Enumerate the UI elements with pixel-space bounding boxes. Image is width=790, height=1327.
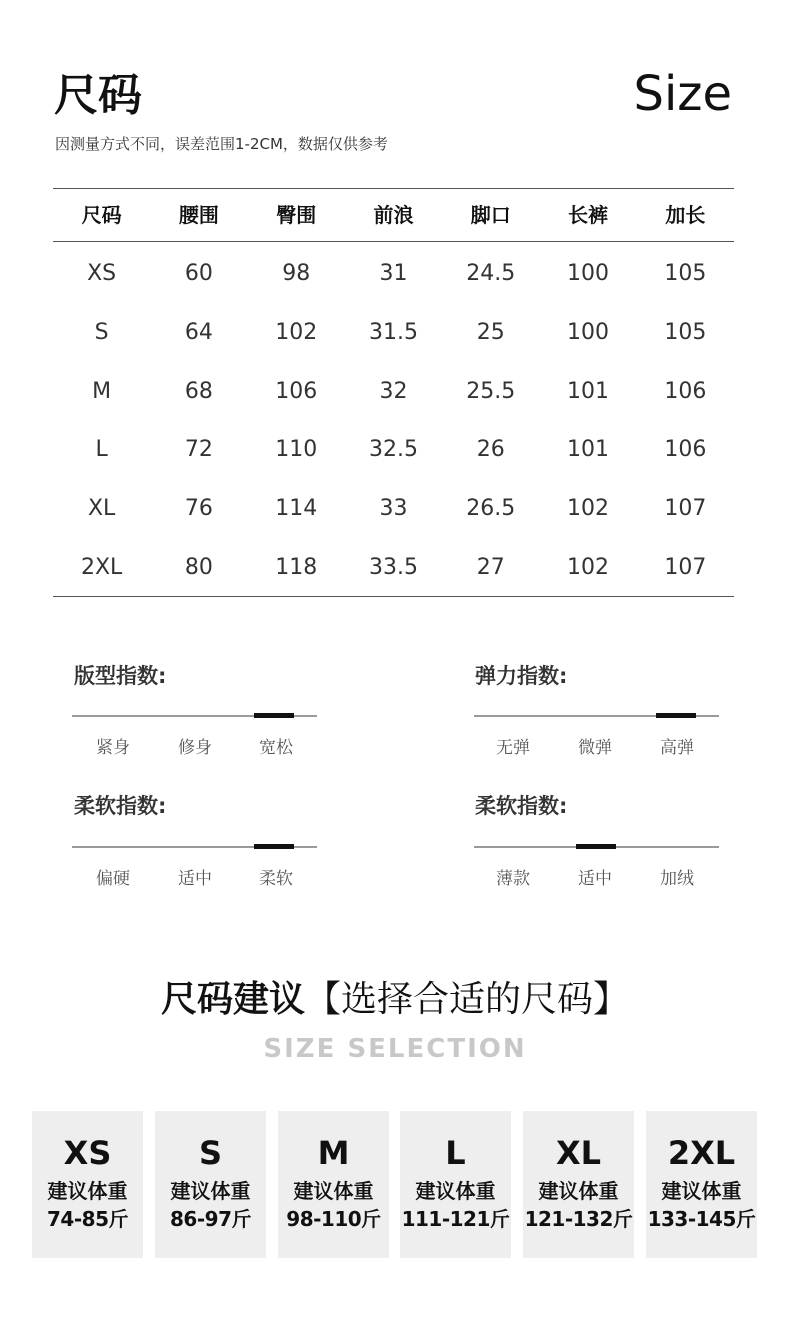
size-card-weight: 74-85斤 bbox=[47, 1207, 128, 1231]
scale-option-label: 高弹 bbox=[660, 738, 694, 758]
size-card-weight: 86-97斤 bbox=[170, 1207, 251, 1231]
table-cell: 26.5 bbox=[466, 496, 516, 521]
table-header-cell: 尺码 bbox=[81, 203, 122, 227]
size-selection-subtitle: SIZE SELECTION bbox=[263, 1034, 527, 1064]
table-cell: XS bbox=[87, 261, 117, 286]
scale-option-label: 无弹 bbox=[496, 738, 530, 758]
size-card-weight: 133-145斤 bbox=[647, 1207, 756, 1231]
size-card-size: S bbox=[198, 1134, 223, 1172]
table-cell: 68 bbox=[184, 379, 213, 404]
size-card-xs bbox=[32, 1111, 143, 1258]
scale-option-label: 紧身 bbox=[96, 738, 130, 758]
table-cell: 33 bbox=[379, 496, 408, 521]
size-card-size: XL bbox=[555, 1134, 602, 1172]
table-cell: 106 bbox=[664, 437, 707, 462]
table-cell: 106 bbox=[275, 379, 318, 404]
table-top-rule bbox=[53, 188, 734, 189]
size-card-size: XS bbox=[63, 1134, 112, 1172]
table-cell: 24.5 bbox=[466, 261, 516, 286]
size-card-weight: 98-110斤 bbox=[286, 1207, 381, 1231]
table-cell: 2XL bbox=[80, 555, 123, 580]
measurement-note: 因测量方式不同，误差范围1-2CM，数据仅供参考 bbox=[55, 135, 388, 153]
size-card-size: 2XL bbox=[667, 1134, 736, 1172]
table-cell: 26 bbox=[476, 437, 505, 462]
size-card-label: 建议体重 bbox=[415, 1179, 496, 1203]
table-cell: 100 bbox=[567, 261, 610, 286]
elasticity-index-title: 弹力指数: bbox=[475, 664, 568, 688]
fit-index-scale bbox=[72, 715, 317, 758]
table-cell: 31 bbox=[379, 261, 408, 286]
table-cell: 107 bbox=[664, 555, 707, 580]
table-cell: 102 bbox=[275, 320, 318, 345]
size-card-label: 建议体重 bbox=[47, 1179, 128, 1203]
table-cell: 64 bbox=[184, 320, 213, 345]
table-cell: 72 bbox=[184, 437, 213, 462]
table-cell: 118 bbox=[275, 555, 318, 580]
scale-selected-marker bbox=[254, 844, 294, 849]
elasticity-index-scale bbox=[474, 715, 719, 758]
table-cell: L bbox=[95, 437, 108, 462]
table-header-cell: 脚口 bbox=[470, 203, 511, 227]
scale-option-label: 柔软 bbox=[259, 869, 293, 889]
scale-selected-marker bbox=[254, 713, 294, 718]
table-header-row bbox=[53, 195, 734, 235]
fit-index-title: 版型指数: bbox=[74, 664, 167, 688]
size-card-weight: 111-121斤 bbox=[401, 1207, 510, 1231]
size-card-label: 建议体重 bbox=[661, 1179, 742, 1203]
table-cell: M bbox=[92, 379, 112, 404]
size-card-2xl bbox=[646, 1111, 757, 1258]
table-cell: 31.5 bbox=[368, 320, 418, 345]
table-cell: 32 bbox=[379, 379, 408, 404]
size-card-weight: 121-132斤 bbox=[524, 1207, 633, 1231]
table-header-cell: 加长 bbox=[665, 203, 706, 227]
size-card-label: 建议体重 bbox=[170, 1179, 251, 1203]
scale-selected-marker bbox=[576, 844, 616, 849]
table-cell: 106 bbox=[664, 379, 707, 404]
table-cell: XL bbox=[87, 496, 116, 521]
thickness-index-scale bbox=[474, 846, 719, 889]
scale-option-label: 微弹 bbox=[578, 738, 612, 758]
table-row bbox=[53, 254, 734, 294]
size-card-size: L bbox=[445, 1134, 466, 1172]
table-cell: 105 bbox=[664, 320, 707, 345]
table-cell: 102 bbox=[567, 496, 610, 521]
table-cell: 25.5 bbox=[466, 379, 516, 404]
size-card-xl bbox=[523, 1111, 634, 1258]
size-card-s bbox=[155, 1111, 266, 1258]
table-cell: 76 bbox=[184, 496, 213, 521]
scale-selected-marker bbox=[656, 713, 696, 718]
table-header-cell: 前浪 bbox=[373, 203, 414, 227]
table-row bbox=[53, 372, 734, 412]
table-cell: S bbox=[94, 320, 109, 345]
table-row bbox=[53, 313, 734, 353]
size-card-m bbox=[278, 1111, 389, 1258]
table-header-cell: 长裤 bbox=[568, 203, 609, 227]
table-cell: 80 bbox=[184, 555, 213, 580]
table-row bbox=[53, 489, 734, 529]
table-cell: 32.5 bbox=[368, 437, 418, 462]
table-cell: 27 bbox=[476, 555, 505, 580]
table-header-cell: 腰围 bbox=[178, 203, 219, 227]
scale-option-label: 宽松 bbox=[259, 738, 293, 758]
table-cell: 105 bbox=[664, 261, 707, 286]
scale-option-label: 适中 bbox=[178, 869, 212, 889]
thickness-index-title: 柔软指数: bbox=[475, 794, 568, 818]
size-advice-heading bbox=[0, 975, 790, 1025]
table-cell: 101 bbox=[567, 379, 610, 404]
table-cell: 110 bbox=[275, 437, 318, 462]
softness-index-title: 柔软指数: bbox=[74, 794, 167, 818]
table-header-rule bbox=[53, 241, 734, 242]
scale-option-label: 适中 bbox=[578, 869, 612, 889]
scale-option-label: 加绒 bbox=[660, 869, 694, 889]
scale-option-label: 偏硬 bbox=[96, 869, 130, 889]
size-card-label: 建议体重 bbox=[538, 1179, 619, 1203]
table-cell: 60 bbox=[184, 261, 213, 286]
scale-option-label: 修身 bbox=[178, 738, 212, 758]
size-card-l bbox=[400, 1111, 511, 1258]
page-title-english: Size bbox=[633, 66, 732, 122]
table-row bbox=[53, 548, 734, 588]
page-title: 尺码 bbox=[54, 70, 142, 121]
size-advice-heading-bold: 尺码建议 bbox=[160, 979, 305, 1020]
table-bottom-rule bbox=[53, 596, 734, 597]
table-cell: 25 bbox=[476, 320, 505, 345]
table-cell: 98 bbox=[282, 261, 311, 286]
table-cell: 114 bbox=[275, 496, 318, 521]
softness-index-scale bbox=[72, 846, 317, 889]
size-card-size: M bbox=[317, 1134, 350, 1172]
scale-option-label: 薄款 bbox=[496, 869, 530, 889]
table-cell: 107 bbox=[664, 496, 707, 521]
table-row bbox=[53, 430, 734, 470]
table-cell: 100 bbox=[567, 320, 610, 345]
table-cell: 33.5 bbox=[368, 555, 418, 580]
size-advice-heading-rest: 【选择合适的尺码】 bbox=[305, 979, 630, 1020]
table-cell: 102 bbox=[567, 555, 610, 580]
size-card-label: 建议体重 bbox=[293, 1179, 374, 1203]
table-cell: 101 bbox=[567, 437, 610, 462]
table-header-cell: 臀围 bbox=[276, 203, 317, 227]
